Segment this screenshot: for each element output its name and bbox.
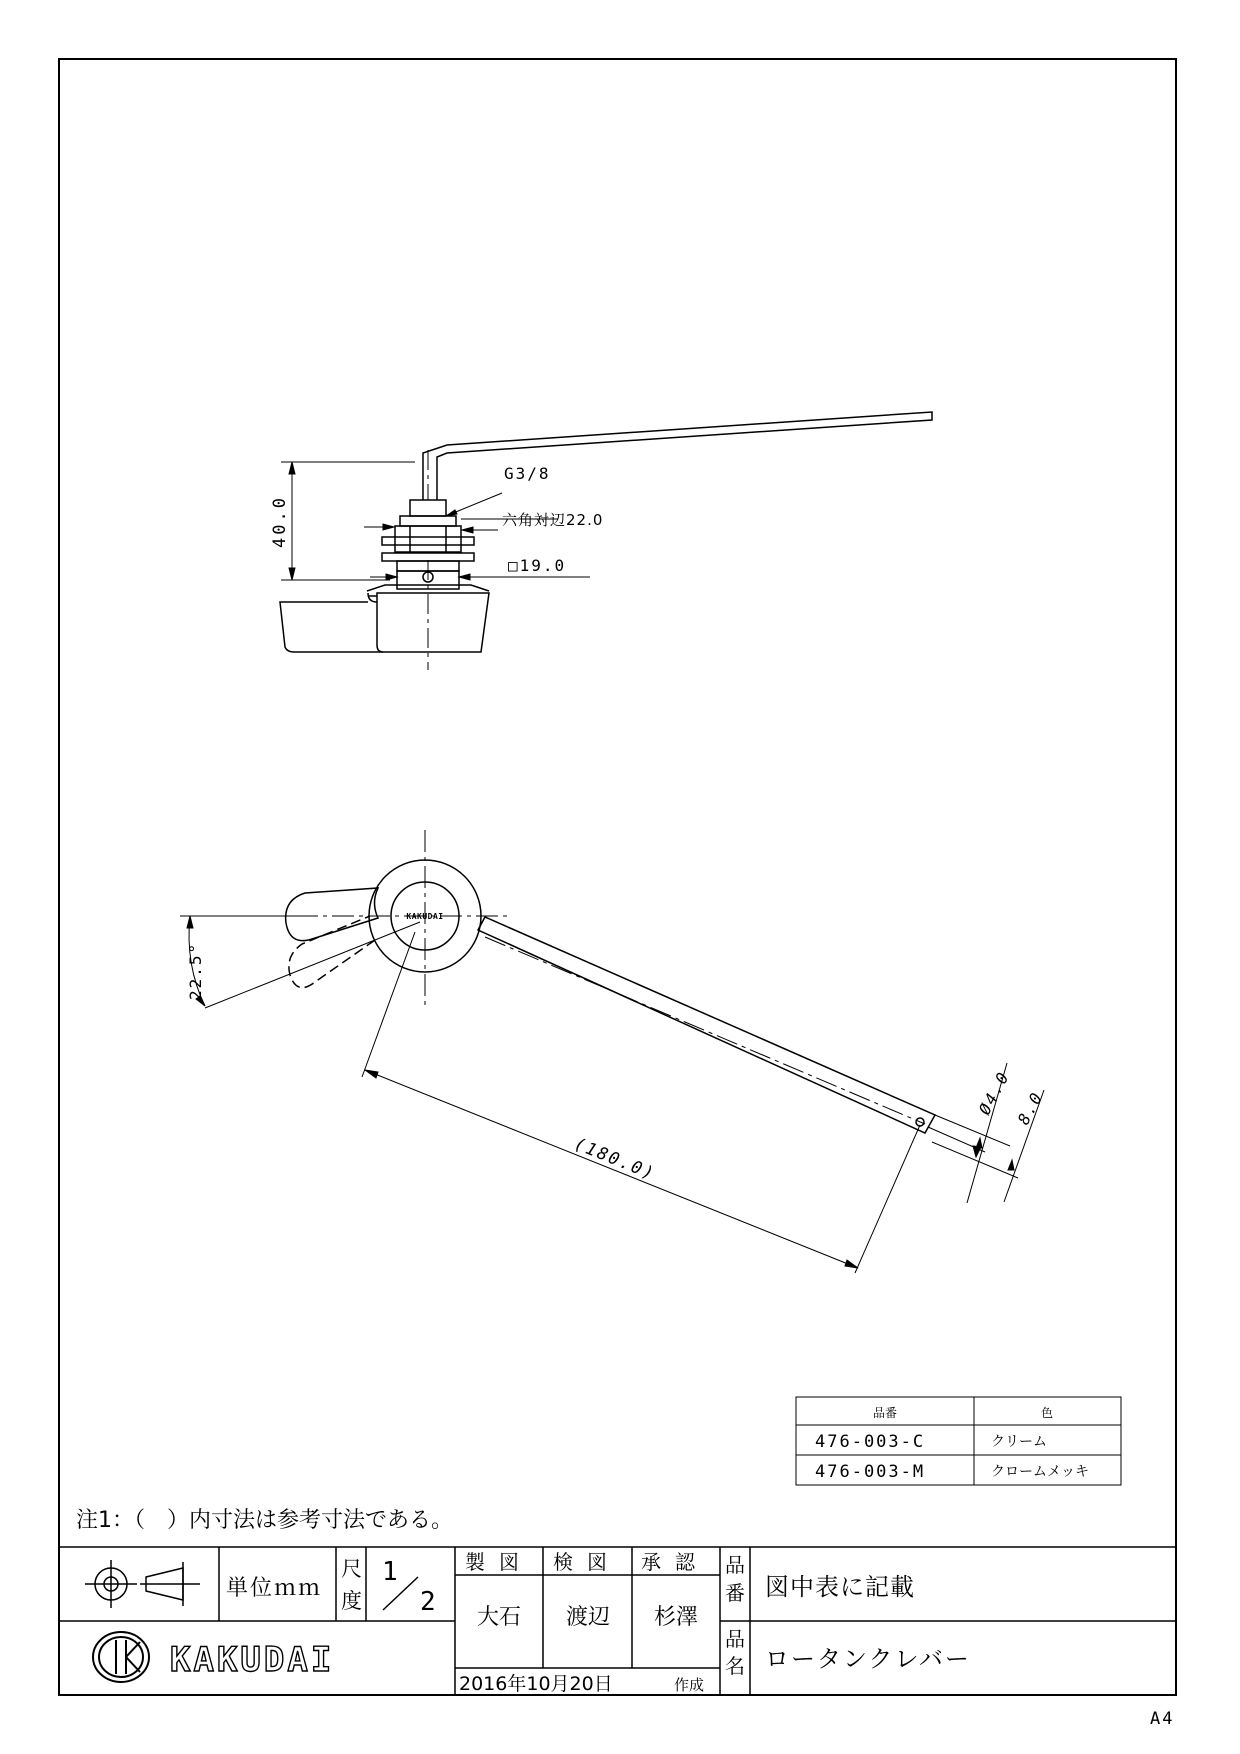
- rod-width-label: 8.0: [1013, 1088, 1047, 1128]
- scale-denominator: 2: [420, 1587, 436, 1617]
- top-nut: [410, 500, 446, 516]
- parts-header-number: 品番: [872, 1406, 898, 1420]
- handle-tab-rotated: [289, 916, 375, 988]
- dimension-note: 注1：（ ）内寸法は参考寸法である。: [76, 1508, 453, 1533]
- hex-label: 六角対辺22.0: [502, 511, 604, 529]
- unit-label: 単位ｍｍ: [226, 1576, 323, 1601]
- handle-body: [377, 593, 489, 652]
- parts-row-1-color: クリーム: [991, 1434, 1047, 1450]
- angle-label: 22.5°: [186, 941, 205, 1000]
- handle-tab: [286, 888, 378, 941]
- made-label: 作成: [674, 1676, 705, 1694]
- lever-rod: [478, 917, 935, 1133]
- washer-2: [382, 553, 474, 561]
- parts-row-2-number: 476-003-M: [815, 1462, 926, 1482]
- rod-diameter-label: Ø4.0: [974, 1067, 1014, 1118]
- drawn-by: 大石: [476, 1605, 522, 1630]
- part-name-label-1: 品: [725, 1627, 745, 1651]
- parts-row-1-number: 476-003-C: [815, 1432, 926, 1452]
- approved-by: 杉澤: [653, 1605, 699, 1630]
- handle-grip: [280, 602, 383, 652]
- length-dimension-line: [365, 1070, 858, 1268]
- part-name-value: ロータンクレバー: [765, 1645, 971, 1673]
- checked-by: 渡辺: [565, 1605, 611, 1630]
- part-name-label-2: 名: [725, 1654, 745, 1678]
- front-view: [280, 412, 932, 652]
- lever-arm: [423, 412, 932, 500]
- hex-nut: [395, 526, 461, 552]
- drawn-label: 製図: [465, 1550, 533, 1574]
- creation-date: 2016年10月20日: [459, 1673, 613, 1695]
- projection-symbol-icon: [85, 1560, 200, 1608]
- top-view: [286, 860, 935, 1133]
- scale-numerator: 1: [382, 1557, 398, 1587]
- checked-label: 検図: [553, 1550, 621, 1574]
- length-label: (180.0): [571, 1134, 659, 1185]
- company-name: KAKUDAI: [170, 1640, 335, 1680]
- scale-label-2: 度: [341, 1589, 362, 1613]
- washer-1: [382, 537, 474, 545]
- approved-label: 承認: [641, 1550, 709, 1574]
- sheet-size-label: A4: [1150, 1709, 1175, 1729]
- parts-header-color: 色: [1040, 1406, 1054, 1420]
- company-logo: [93, 1632, 149, 1682]
- part-number-value: 図中表に記載: [765, 1573, 915, 1601]
- scale-label-1: 尺: [341, 1557, 362, 1581]
- logo-engraving: KAKUDAI: [406, 912, 444, 921]
- top-view-dimensions: [180, 830, 1044, 1273]
- parts-row-2-color: クロームメッキ: [991, 1464, 1089, 1480]
- thread-label: G3/8: [504, 464, 551, 483]
- part-number-label-2: 番: [725, 1581, 745, 1605]
- part-number-label-1: 品: [725, 1553, 745, 1577]
- height-dimension-label: 40.0: [270, 495, 290, 548]
- square-label: □19.0: [508, 556, 567, 575]
